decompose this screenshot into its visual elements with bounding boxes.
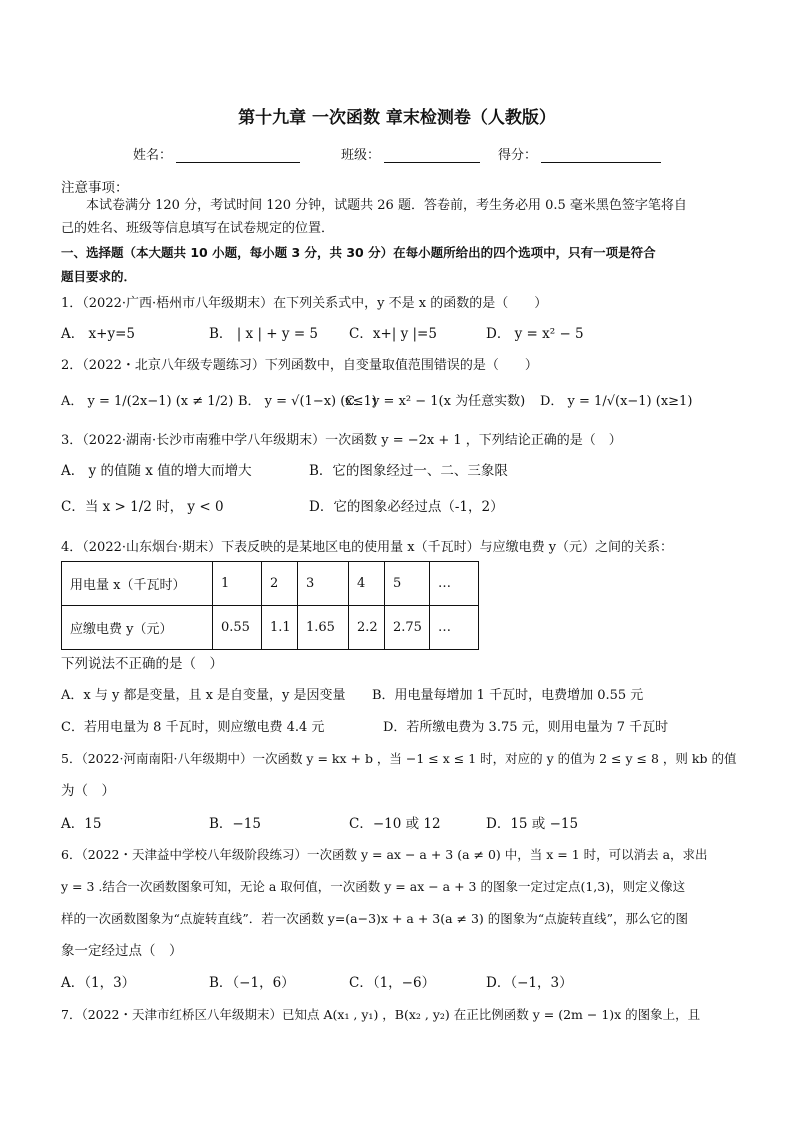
name-blank [176, 148, 300, 163]
q1-option-a: A． x+y=5 [61, 326, 135, 342]
q1-stem: 1．（2022·广西·梧州市八年级期末）在下列关系式中，y 不是 x 的函数的是（ ） [61, 296, 548, 311]
notes-line-2: 己的姓名、班级等信息填写在试卷规定的位置． [61, 221, 335, 236]
table-cell: 2.2 [349, 606, 385, 650]
table-cell: … [430, 562, 479, 606]
q2-option-d: D． y = 1/√(x−1) (x≥1) [540, 394, 693, 409]
q3-option-a: A． y 的值随 x 值的增大而增大 [61, 463, 252, 479]
table-cell: 4 [349, 562, 385, 606]
table-cell: 1 [213, 562, 262, 606]
q6-option-d: D．（−1，3） [486, 975, 573, 991]
q6-line-2: y = 3 .结合一次函数图象可知，无论 a 取何值，一次函数 y = ax − a + 3 的图象一定过定点(1,3)，则定义像这 [61, 879, 686, 894]
q6-line-3: 样的一次函数图象为“点旋转直线”．若一次函数 y=(a−3)x + a + 3(a ≠ 3) 的图象为“点旋转直线”，那么它的图 [61, 911, 689, 926]
q6-option-b: B．（−1，6） [209, 975, 295, 991]
class-field [341, 144, 480, 163]
score-blank [541, 148, 661, 163]
q4-option-c: C．若用电量为 8 千瓦时，则应缴电费 4.4 元 [61, 720, 325, 735]
q5-option-b: B．−15 [209, 816, 261, 832]
q1-option-c: C．x+| y |=5 [349, 326, 437, 342]
table-cell: 1.1 [262, 606, 298, 650]
q4-option-d: D．若所缴电费为 3.75 元，则用电量为 7 千瓦时 [383, 720, 669, 735]
section-1-line-1: 一、选择题（本大题共 10 小题，每小题 3 分，共 30 分）在每小题所给出的四个选项中，只有一项是符合 [61, 245, 656, 260]
section-1-line-2: 题目要求的． [61, 269, 137, 284]
q2-stem: 2．（2022・北京八年级专题练习）下列函数中，自变量取值范围错误的是（ ） [61, 358, 538, 373]
q6-option-a: A．（1，3） [61, 975, 136, 991]
table-cell: … [430, 606, 479, 650]
q6-line-4: 象一定经过点（ ） [61, 943, 183, 959]
page-title: 第十九章 一次函数 章末检测卷（人教版） [238, 108, 556, 128]
q3-option-b: B．它的图象经过一、二、三象限 [309, 463, 508, 479]
table-cell: 3 [298, 562, 349, 606]
score-field [498, 144, 661, 163]
table-cell: 0.55 [213, 606, 262, 650]
q4-option-a: A．x 与 y 都是变量，且 x 是自变量，y 是因变量 [61, 688, 346, 703]
q5-option-a: A．15 [61, 816, 102, 832]
q3-option-c: C．当 x > 1/2 时， y < 0 [61, 499, 224, 515]
q5-line-2: 为（ ） [61, 783, 115, 799]
class-label: 班级： [341, 148, 381, 163]
name-field [133, 144, 300, 163]
table-row-header: 应缴电费 y（元） [62, 606, 213, 650]
q5-option-d: D．15 或 −15 [486, 816, 579, 832]
q3-option-d: D．它的图象必经过点（-1，2） [309, 499, 504, 515]
q3-stem: 3．（2022·湖南·长沙市南雅中学八年级期末）一次函数 y = −2x + 1 ，下列结论正确的是（ ） [61, 433, 622, 448]
q5-line-1: 5．（2022·河南南阳·八年级期中）一次函数 y = kx + b ，当 −1 ≤ x ≤ 1 时，对应的 y 的值为 2 ≤ y ≤ 8 ，则 kb 的值 [61, 751, 737, 766]
q6-line-1: 6．（2022・天津益中学校八年级阶段练习）一次函数 y = ax − a + 3 (a ≠ 0) 中，当 x = 1 时，可以消去 a，求出 [61, 847, 708, 862]
q2-option-b: B． y = √(1−x) (x≤1) [238, 394, 377, 409]
q4-data-table [61, 561, 479, 650]
table-cell: 1.65 [298, 606, 349, 650]
table-cell: 5 [385, 562, 430, 606]
table-cell: 2 [262, 562, 298, 606]
name-label: 姓名： [133, 148, 173, 163]
q1-option-b: B． | x | + y = 5 [209, 326, 319, 342]
table-cell: 2.75 [385, 606, 430, 650]
q1-option-d: D． y = x² − 5 [486, 326, 584, 342]
table-row [62, 606, 479, 650]
q4-stem: 4．（2022·山东烟台·期末）下表反映的是某地区电的使用量 x（千瓦时）与应缴电费 y（元）之间的关系： [61, 540, 674, 555]
q5-option-c: C．−10 或 12 [349, 816, 441, 832]
q7-line-1: 7．（2022・天津市红桥区八年级期末）已知点 A(x₁ , y₁) ，B(x₂ , y₂) 在正比例函数 y = (2m − 1)x 的图象上，且 [61, 1007, 701, 1022]
q4-option-b: B．用电量每增加 1 千瓦时，电费增加 0.55 元 [372, 688, 644, 703]
notes-heading: 注意事项： [61, 180, 129, 196]
q2-option-a: A． y = 1/(2x−1) (x ≠ 1/2) [61, 394, 234, 409]
q6-option-c: C．（1，−6） [349, 975, 436, 991]
class-blank [384, 148, 480, 163]
score-label: 得分： [498, 148, 538, 163]
q4-prompt: 下列说法不正确的是（ ） [61, 656, 223, 672]
notes-line-1: 本试卷满分 120 分，考试时间 120 分钟，试题共 26 题．答卷前，考生务必用 0.5 毫米黑色签字笔将自 [86, 198, 687, 213]
table-row-header: 用电量 x（千瓦时） [62, 562, 213, 606]
q2-option-c: C． y = x² − 1(x 为任意实数) [345, 394, 526, 409]
table-row [62, 562, 479, 606]
